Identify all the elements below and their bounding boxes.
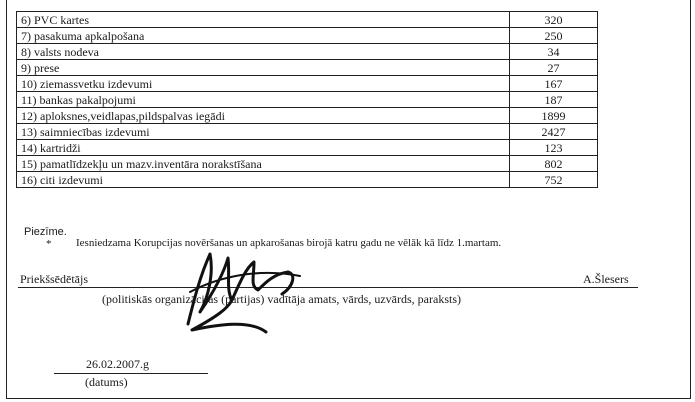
expense-label: 11) bankas pakalpojumi (17, 92, 510, 108)
table-row (17, 124, 598, 140)
expense-label: 13) saimniecības izdevumi (17, 124, 510, 140)
expense-value: 27 (510, 60, 598, 76)
date-caption: (datums) (85, 375, 128, 389)
table-row (17, 156, 598, 172)
expense-value: 802 (510, 156, 598, 172)
note-asterisk: * (46, 238, 52, 250)
signature-caption: (politiskās organizācijas (partijas) vadītāja amats, vārds, uzvārds, paraksts) (102, 292, 461, 306)
expense-value: 2427 (510, 124, 598, 140)
handwritten-signature (170, 246, 320, 340)
expense-value: 123 (510, 140, 598, 156)
document-date: 26.02.2007.g (86, 357, 149, 371)
table-row (17, 92, 598, 108)
table-row (17, 172, 598, 188)
expense-label: 10) ziemassvetku izdevumi (17, 76, 510, 92)
table-row (17, 60, 598, 76)
expense-value: 250 (510, 28, 598, 44)
expense-table (16, 11, 598, 188)
table-row (17, 140, 598, 156)
expense-label: 9) prese (17, 60, 510, 76)
table-row (17, 28, 598, 44)
table-row (17, 108, 598, 124)
note-text: Iesniedzama Korupcijas novēršanas un apkarošanas birojā katru gadu ne vēlāk kā līdz 1.martam. (76, 237, 502, 249)
expense-label: 7) pasakuma apkalpošana (17, 28, 510, 44)
table-row (17, 76, 598, 92)
expense-value: 752 (510, 172, 598, 188)
expense-value: 187 (510, 92, 598, 108)
expense-label: 16) citi izdevumi (17, 172, 510, 188)
date-line (54, 373, 208, 374)
table-row (17, 12, 598, 28)
note-title: Piezīme. (24, 226, 67, 238)
expense-value: 167 (510, 76, 598, 92)
signer-name: A.Šlesers (583, 272, 629, 286)
expense-label: 12) aploksnes,veidlapas,pildspalvas iegādi (17, 108, 510, 124)
expense-value: 320 (510, 12, 598, 28)
expense-value: 1899 (510, 108, 598, 124)
signature-line (18, 287, 638, 288)
signer-role: Priekšsēdētājs (20, 272, 88, 286)
expense-label: 14) kartridži (17, 140, 510, 156)
expense-label: 15) pamatlīdzekļu un mazv.inventāra norakstīšana (17, 156, 510, 172)
expense-label: 8) valsts nodeva (17, 44, 510, 60)
expense-value: 34 (510, 44, 598, 60)
expense-label: 6) PVC kartes (17, 12, 510, 28)
table-row (17, 44, 598, 60)
